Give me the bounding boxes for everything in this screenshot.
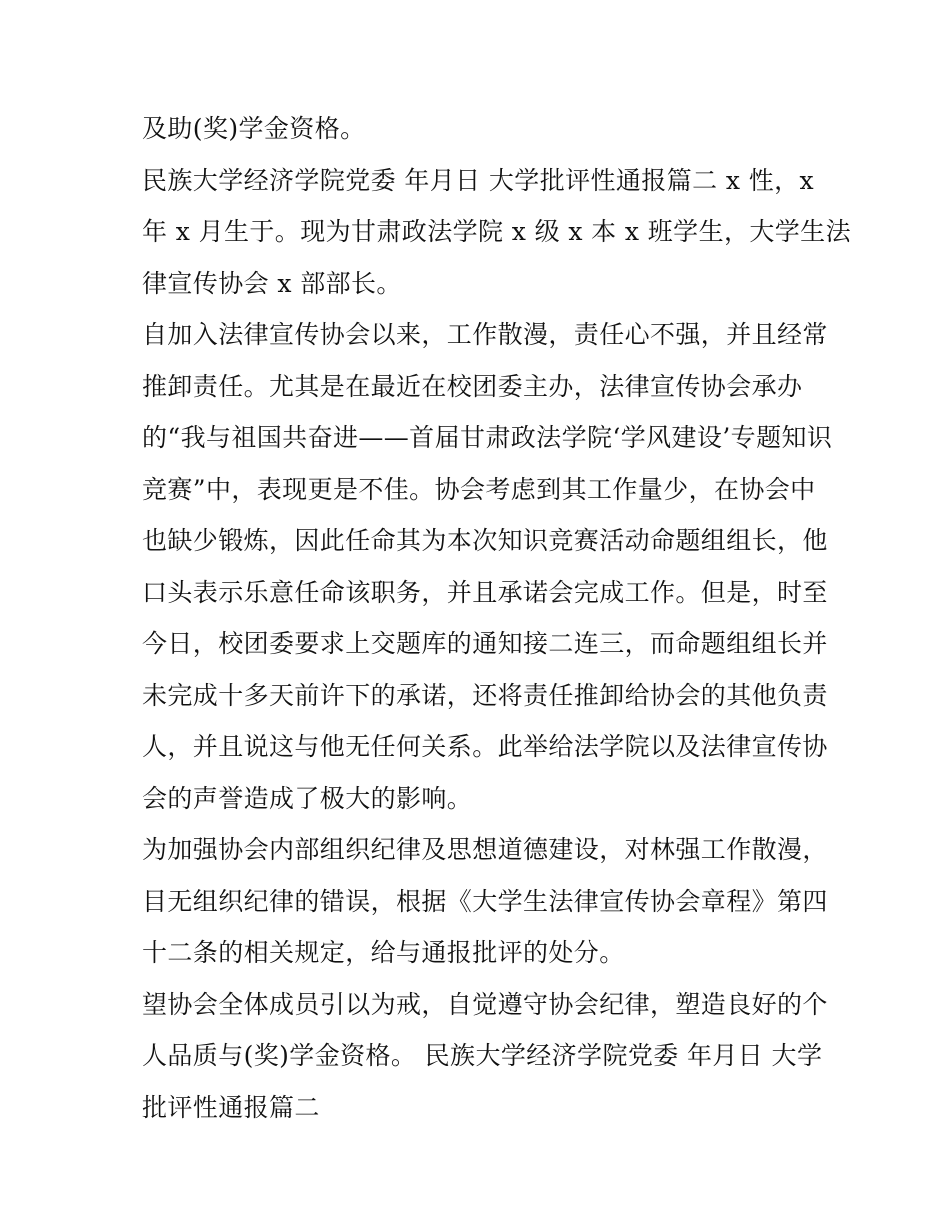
text-line: 目无组织纪律的错误，根据《大学生法律宣传协会章程》第四 xyxy=(142,886,828,916)
text-line: 的“我与祖国共奋进——首届甘肃政法学院‘学风建设’专题知识 xyxy=(142,423,833,452)
document-body xyxy=(142,103,851,1133)
text-line: 未完成十多天前许下的承诺，还将责任推卸给协会的其他负责 xyxy=(142,680,828,710)
text-line: 人品质与(奖)学金资格。 民族大学经济学院党委 年月日 大学 xyxy=(142,1041,823,1070)
text-line: 及助(奖)学金资格。 xyxy=(142,114,366,143)
text-line: 年 x 月生于。现为甘肃政法学院 x 级 x 本 x 班学生，大学生法 xyxy=(142,217,851,246)
text-line: 口头表示乐意任命该职务，并且承诺会完成工作。但是，时至 xyxy=(142,577,828,607)
text-line: 为加强协会内部组织纪律及思想道德建设，对林强工作散漫， xyxy=(142,835,828,864)
text-line: 自加入法律宣传协会以来，工作散漫，责任心不强，并且经常 xyxy=(142,320,828,349)
text-line: 今日，校团委要求上交题库的通知接二连三，而命题组组长并 xyxy=(142,629,828,658)
text-line: 民族大学经济学院党委 年月日 大学批评性通报篇二 x 性，x xyxy=(142,165,814,195)
text-line: 人，并且说这与他无任何关系。此举给法学院以及法律宣传协 xyxy=(142,732,828,761)
text-line: 会的声誉造成了极大的影响。 xyxy=(142,783,473,813)
text-line: 也缺少锻炼，因此任命其为本次知识竞赛活动命题组组长，他 xyxy=(142,526,828,555)
text-line: 批评性通报篇二 xyxy=(142,1092,320,1122)
text-line: 望协会全体成员引以为戒，自觉遵守协会纪律，塑造良好的个 xyxy=(142,989,828,1019)
text-line: 十二条的相关规定，给与通报批评的处分。 xyxy=(142,938,625,967)
text-line: 律宣传协会 x 部部长。 xyxy=(142,268,402,298)
text-line: 推卸责任。尤其是在最近在校团委主办，法律宣传协会承办 xyxy=(142,371,803,401)
text-line: 竞赛”中，表现更是不佳。协会考虑到其工作量少，在协会中 xyxy=(142,474,816,504)
